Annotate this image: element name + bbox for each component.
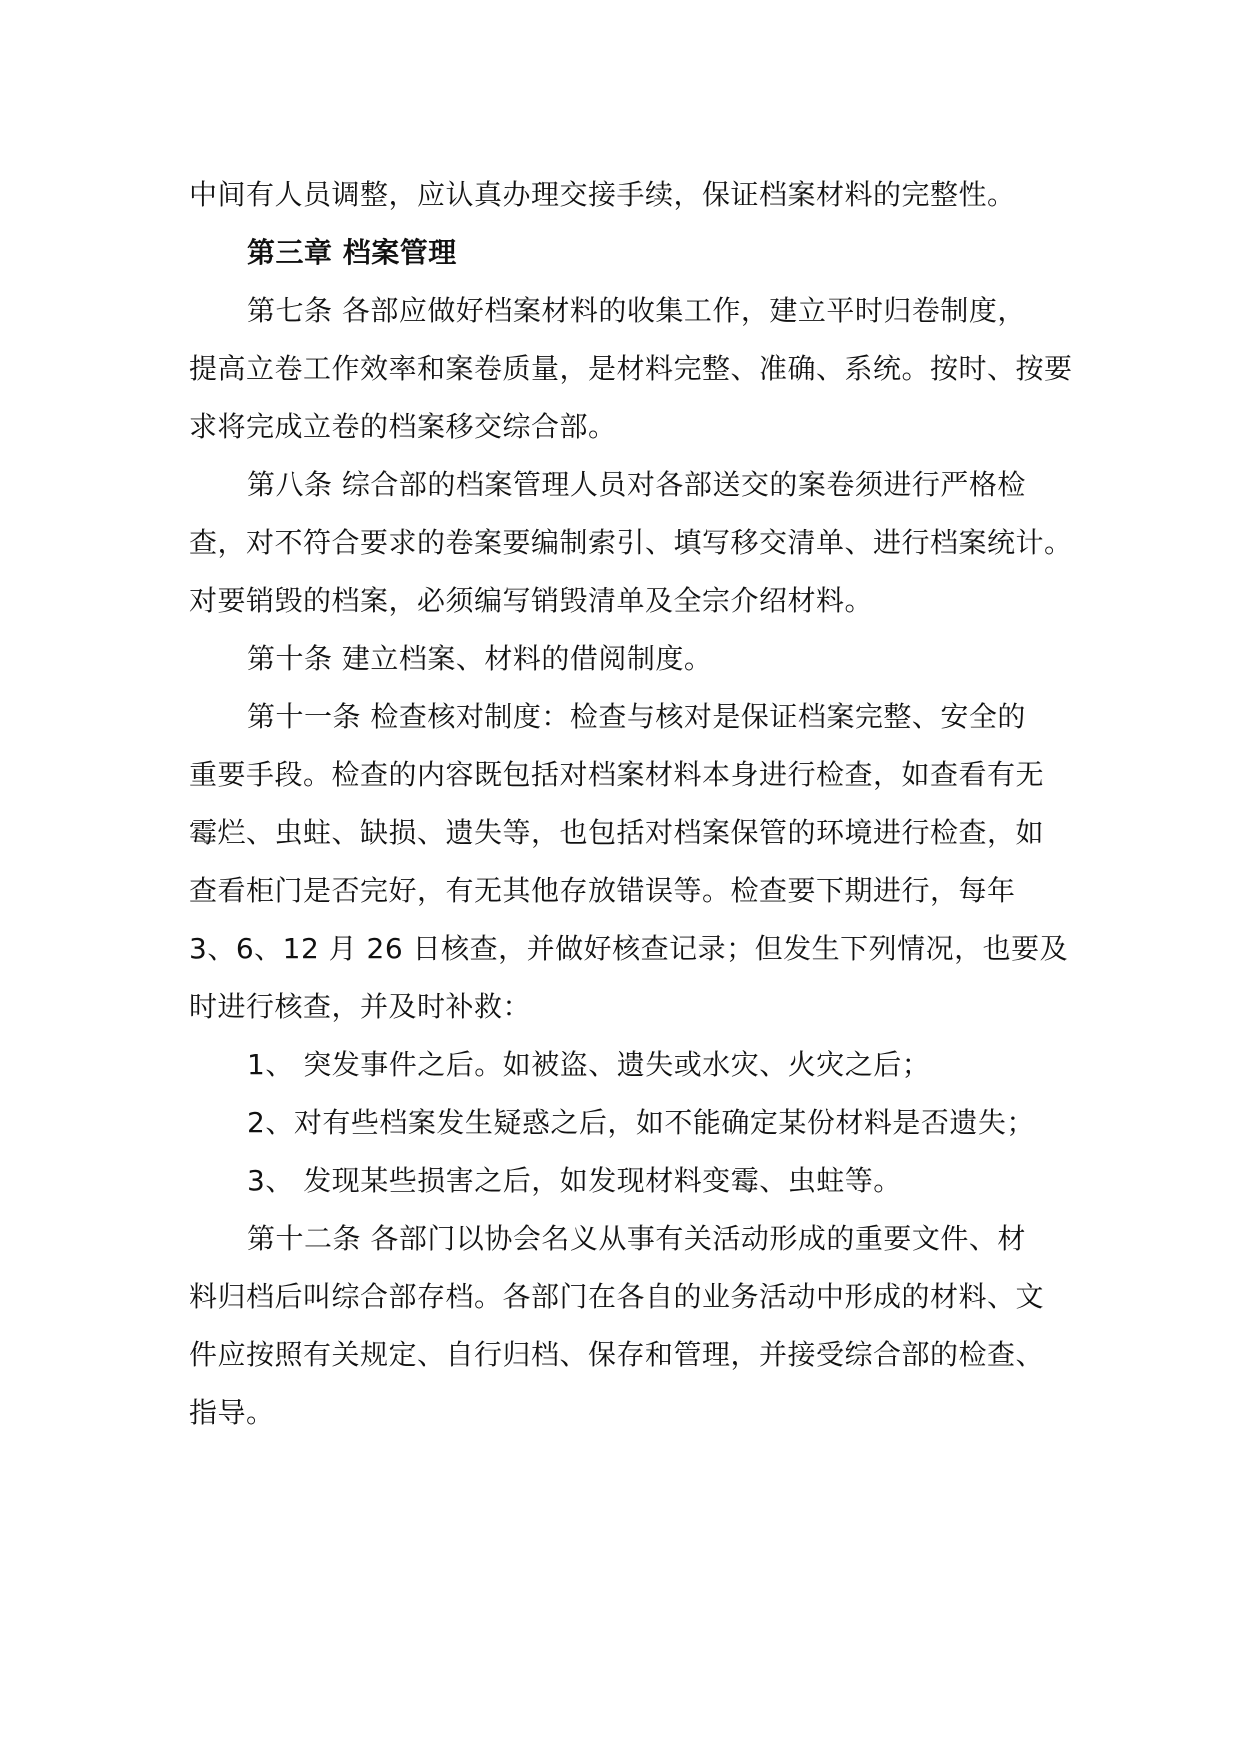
text-line: 霉烂、虫蛀、缺损、遗失等，也包括对档案保管的环境进行检查，如	[189, 816, 1045, 849]
text-line: 指导。	[189, 1396, 275, 1429]
list-item: 3、 发现某些损害之后，如发现材料变霉、虫蛀等。	[247, 1164, 902, 1197]
text-line: 第十条 建立档案、材料的借阅制度。	[247, 642, 713, 675]
text-line: 对要销毁的档案，必须编写销毁清单及全宗介绍材料。	[189, 584, 874, 617]
text-line: 3、6、12 月 26 日核查，并做好核查记录；但发生下列情况，也要及	[189, 932, 1069, 965]
text-line: 件应按照有关规定、自行归档、保存和管理，并接受综合部的检查、	[189, 1338, 1045, 1371]
text-line: 时进行核查，并及时补救：	[189, 990, 532, 1023]
chapter-heading: 第三章 档案管理	[247, 236, 457, 269]
list-item: 2、对有些档案发生疑惑之后，如不能确定某份材料是否遗失；	[247, 1106, 1035, 1139]
text-line: 重要手段。检查的内容既包括对档案材料本身进行检查，如查看有无	[189, 758, 1045, 791]
text-line: 中间有人员调整，应认真办理交接手续，保证档案材料的完整性。	[189, 178, 1016, 211]
text-line: 第十一条 检查核对制度：检查与核对是保证档案完整、安全的	[247, 700, 1026, 733]
text-line: 第八条 综合部的档案管理人员对各部送交的案卷须进行严格检	[247, 468, 1026, 501]
text-line: 第十二条 各部门以协会名义从事有关活动形成的重要文件、材	[247, 1222, 1026, 1255]
text-line: 求将完成立卷的档案移交综合部。	[189, 410, 617, 443]
text-line: 查，对不符合要求的卷案要编制索引、填写移交清单、进行档案统计。	[189, 526, 1073, 559]
text-line: 料归档后叫综合部存档。各部门在各自的业务活动中形成的材料、文	[189, 1280, 1045, 1313]
text-line: 查看柜门是否完好，有无其他存放错误等。检查要下期进行，每年	[189, 874, 1016, 907]
list-item: 1、 突发事件之后。如被盗、遗失或水灾、火灾之后；	[247, 1048, 931, 1081]
text-line: 提高立卷工作效率和案卷质量，是材料完整、准确、系统。按时、按要	[189, 352, 1073, 385]
text-line: 第七条 各部应做好档案材料的收集工作，建立平时归卷制度，	[247, 294, 1026, 327]
